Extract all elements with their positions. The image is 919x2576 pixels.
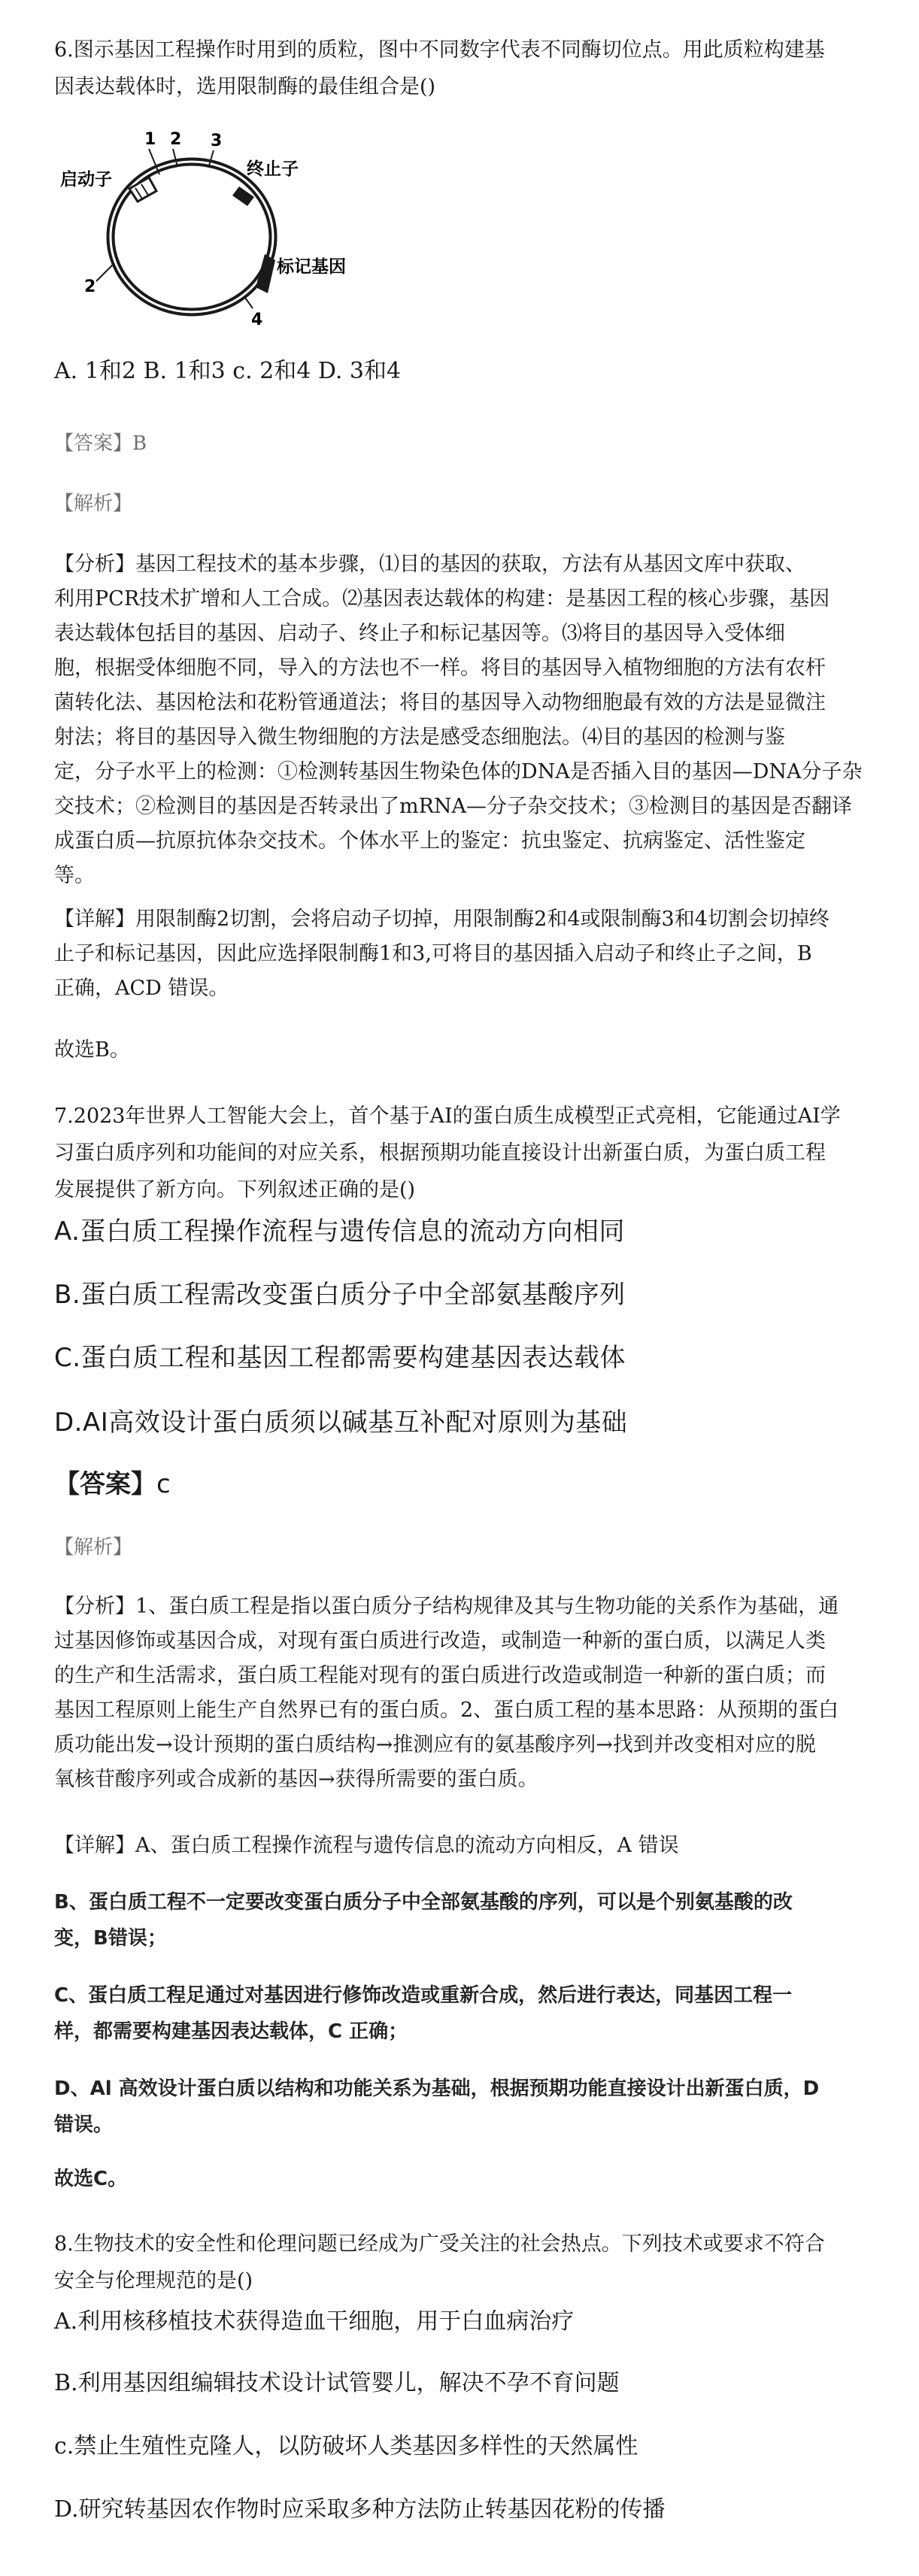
q7-detail-b: B、蛋白质工程不一定要改变蛋白质分子中全部氨基酸的序列，可以是个别氨基酸的改 变，B错误； — [54, 1891, 793, 1950]
q7-stem: 7.2023年世界人工智能大会上，首个基于AI的蛋白质生成模型正式亮相，它能通过AI学 习蛋白质序列和功能间的对应关系，根据预期功能直接设计出新蛋白质，为蛋白质工程 发展提供了新方向。下列叙述正确的是() — [54, 1105, 841, 1202]
q6-analysis: 【分析】基因工程技术的基本步骤，⑴目的基因的获取，方法有从基因文库中获取、 利用PCR技术扩增和人工合成。⑵基因表达载体的构建：是基因工程的核心步骤，基因 表达载体包括目的基因、启动子、终止子和标记基因等。⑶将目的基因导入受体细 胞，根据受体细胞不同，导入的方法也不一样。将目的基因导入植物细胞的方法有农杆 菌转化法、基因枪法和花粉管通道法；将目的基因导入动物细胞最有效的方法是显微注 射法；将目的基因导入微生物细胞的方法是感受态细胞法。⑷目的基因的检测与鉴 定，分子水平上的检测：①检测转基因生物染色体的DNA是否插入目的基因—DNA分子杂 交技术；②检测目的基因是否转录出了mRNA—分子杂交技术；③检测目的基因是否翻译 成蛋白质—抗原抗体杂交技术。个体水平上的鉴定：抗虫鉴定、抗病鉴定、活性鉴定 等。 — [54, 553, 863, 887]
terminator-label: 终止子 — [247, 159, 299, 179]
q7-detail-c: C、蛋白质工程足通过对基因进行修饰改造或重新合成，然后进行表达，同基因工程一 样，都需要构建基因表达载体，C 正确； — [54, 1984, 793, 2043]
q7-analysis-label: 【解析】 — [54, 1536, 133, 1559]
q6-options: A. 1和2 B. 1和3 c. 2和4 D. 3和4 — [54, 358, 402, 384]
q7-detail-d: D、Al 高效设计蛋白质以结构和功能关系为基础，根据预期功能直接设计出新蛋白质，D 错误。 — [54, 2077, 820, 2136]
q7-analysis: 【分析】1、蛋白质工程是指以蛋白质分子结构规律及其与生物功能的关系作为基础，通 过基因修饰或基因合成，对现有蛋白质进行改造，或制造一种新的蛋白质，以满足人类 的生产和生活需求，蛋白质工程能对现有的蛋白质进行改造或制造一种新的蛋白质；而 基因工程原则上能生产自然界已有的蛋白质。2、蛋白质工程的基本思路：从预期的蛋白 质功能出发→设计预期的蛋白质结构→推测应有的氨基酸序列→找到并改变相对应的脱 氧核苷酸序列或合成新的基因→获得所需要的蛋白质。 — [54, 1595, 839, 1791]
q7-detail-a: 【详解】A、蛋白质工程操作流程与遗传信息的流动方向相反，A 错误 — [54, 1834, 679, 1857]
site-label-4: 4 — [251, 311, 263, 329]
q7-answer-value: c — [156, 1469, 171, 1499]
q7-option-b: B.蛋白质工程需改变蛋白质分子中全部氨基酸序列 — [54, 1280, 626, 1310]
q7-option-a: A.蛋白质工程操作流程与遗传信息的流动方向相同 — [54, 1217, 625, 1247]
q6-stem: 6.图示基因工程操作时用到的质粒，图中不同数字代表不同酶切位点。用此质粒构建基 因表达载体时，选用限制酶的最佳组合是() — [54, 38, 825, 98]
site-label-2-lower: 2 — [84, 277, 96, 296]
site-2b-line — [96, 265, 113, 281]
q8-option-d: D.研究转基因农作物时应采取多种方法防止转基因花粉的传播 — [54, 2496, 666, 2523]
promoter-label: 启动子 — [60, 170, 112, 189]
q8-option-b: B.利用基因组编辑技术设计试管婴儿，解决不孕不育问题 — [54, 2370, 620, 2396]
site-label-3: 3 — [211, 132, 223, 150]
q8-stem: 8.生物技术的安全性和伦理问题已经成为广受关注的社会热点。下列技术或要求不符合 安全与伦理规范的是() — [54, 2232, 825, 2293]
site-label-2: 2 — [170, 130, 182, 149]
q6-answer: 【答案】B — [54, 432, 147, 455]
q8-option-c: c.禁止生殖性克隆人，以防破坏人类基因多样性的天然属性 — [54, 2433, 638, 2459]
marker-gene-label: 标记基因 — [277, 257, 346, 277]
plasmid-diagram — [60, 113, 346, 331]
q6-conclusion: 故选B。 — [54, 1038, 130, 1062]
q7-answer-tag: 【答案】 — [54, 1469, 156, 1499]
q6-detail: 【详解】用限制酶2切割，会将启动子切掉，用限制酶2和4或限制酶3和4切割会切掉终 止子和标记基因，因此应选择限制酶1和3,可将目的基因插入启动子和终止子之间，B 正确，ACD 错误。 — [54, 908, 830, 1000]
q7-option-d: D.AI高效设计蛋白质须以碱基互补配对原则为基础 — [54, 1408, 628, 1438]
q8-option-a: A.利用核移植技术获得造血干细胞，用于白血病治疗 — [54, 2308, 575, 2335]
q7-option-c: C.蛋白质工程和基因工程都需要构建基因表达载体 — [54, 1343, 626, 1373]
q6-analysis-label: 【解析】 — [54, 492, 133, 515]
site-4-line — [245, 298, 253, 308]
q7-conclusion: 故选C。 — [54, 2168, 128, 2190]
plasmid-figure — [60, 113, 346, 331]
site-label-1: 1 — [144, 130, 156, 149]
q7-answer — [54, 1468, 881, 1501]
